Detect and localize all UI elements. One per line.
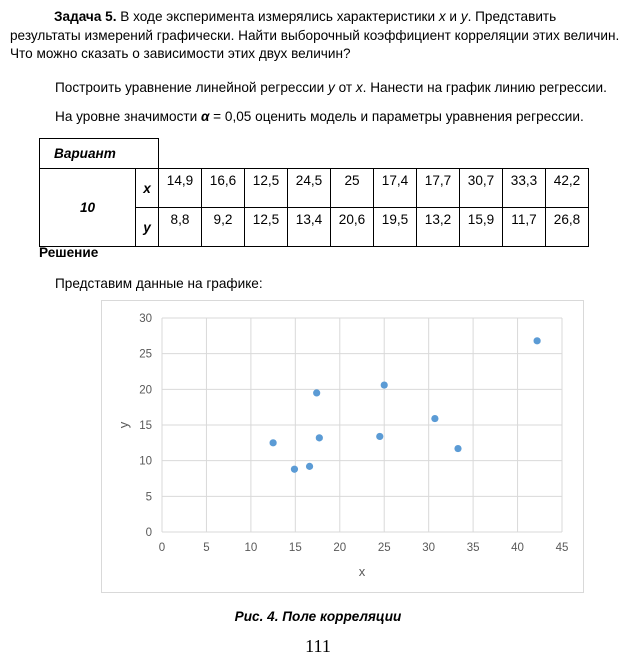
x-tick-label: 5 xyxy=(203,542,210,554)
y-axis-title: y xyxy=(116,421,131,429)
x-value: 24,5 xyxy=(288,169,331,208)
row-label-y: y xyxy=(136,208,159,247)
x-value: 25 xyxy=(331,169,374,208)
x-tick-label: 10 xyxy=(244,542,258,554)
x-tick-label: 35 xyxy=(466,542,480,554)
solution-heading: Решение xyxy=(39,245,99,260)
task-var-x: x xyxy=(438,9,446,24)
y-value: 19,5 xyxy=(374,208,417,247)
x-tick-label: 25 xyxy=(377,542,391,554)
data-point xyxy=(291,466,298,473)
y-tick-label: 5 xyxy=(145,491,152,504)
data-point xyxy=(454,445,461,452)
x-tick-label: 0 xyxy=(158,542,166,554)
y-tick-label: 10 xyxy=(139,455,152,468)
x-value: 14,9 xyxy=(159,169,202,208)
x-tick-label: 45 xyxy=(555,542,569,554)
task-statement xyxy=(10,8,622,64)
x-value: 42,2 xyxy=(546,169,589,208)
chart-frame xyxy=(101,300,584,593)
instruction-significance xyxy=(55,108,584,126)
task-var-y: y xyxy=(460,9,468,24)
x-tick-label: 40 xyxy=(511,542,524,554)
data-point xyxy=(270,439,277,446)
y-value: 8,8 xyxy=(159,208,202,247)
instruction1-text-3: . Нанести на график линию регрессии. xyxy=(362,80,607,95)
row-label-x: x xyxy=(136,169,159,208)
y-value: 26,8 xyxy=(546,208,589,247)
data-point xyxy=(431,415,438,422)
x-value: 16,6 xyxy=(202,169,245,208)
alpha-symbol: α xyxy=(200,109,210,124)
y-tick-label: 20 xyxy=(139,384,152,397)
scatter-chart xyxy=(102,301,583,592)
instruction1-text-1: Построить уравнение линейной регрессии xyxy=(55,80,329,95)
data-point xyxy=(316,434,323,441)
x-tick-label: 15 xyxy=(288,542,302,554)
variant-number: 10 xyxy=(40,169,136,247)
data-point xyxy=(534,337,541,344)
task-and: и xyxy=(445,9,461,24)
x-value: 30,7 xyxy=(460,169,503,208)
y-tick-label: 0 xyxy=(145,527,152,539)
x-value: 12,5 xyxy=(245,169,288,208)
x-axis-title: x xyxy=(358,564,366,579)
task-text-1: В ходе эксперимента измерялись характеристики xyxy=(116,9,439,24)
y-value: 15,9 xyxy=(460,208,503,247)
data-point xyxy=(381,381,388,388)
y-value: 13,4 xyxy=(288,208,331,247)
y-value: 11,7 xyxy=(503,208,546,247)
y-value: 12,5 xyxy=(245,208,288,247)
data-table xyxy=(39,138,589,247)
x-value: 17,7 xyxy=(417,169,460,208)
y-value: 9,2 xyxy=(202,208,245,247)
y-tick-label: 30 xyxy=(139,313,152,325)
instruction2-text-1: На уровне значимости xyxy=(55,109,201,124)
data-point xyxy=(313,389,320,396)
page-number: 111 xyxy=(305,636,331,656)
task-text-2: . Представить результаты измерений графически. Найти выборочный коэффициент корреляции этих величин. Что можно сказать о зависимости этих двух величин? xyxy=(10,9,620,61)
y-tick-label: 25 xyxy=(139,348,152,361)
data-point xyxy=(376,433,383,440)
x-tick-label: 20 xyxy=(333,542,347,554)
chart-intro: Представим данные на графике: xyxy=(55,276,263,291)
instruction-regression xyxy=(55,79,607,97)
instruction2-text-2: = 0,05 оценить модель и параметры уравнения регрессии. xyxy=(209,109,584,124)
instruction1-var-x: x xyxy=(355,80,363,95)
instruction1-text-2: от xyxy=(334,80,356,95)
instruction1-var-y: y xyxy=(328,80,335,95)
table-header-empty xyxy=(159,139,589,169)
y-value: 13,2 xyxy=(417,208,460,247)
table-header-variant: Вариант xyxy=(40,139,159,169)
y-tick-label: 15 xyxy=(139,420,152,432)
figure-caption: Рис. 4. Поле корреляции xyxy=(234,609,402,624)
y-value: 20,6 xyxy=(331,208,374,247)
x-tick-label: 30 xyxy=(422,542,436,554)
task-label: Задача 5. xyxy=(54,9,117,24)
x-value: 33,3 xyxy=(503,169,546,208)
x-value: 17,4 xyxy=(374,169,417,208)
data-point xyxy=(306,463,313,470)
